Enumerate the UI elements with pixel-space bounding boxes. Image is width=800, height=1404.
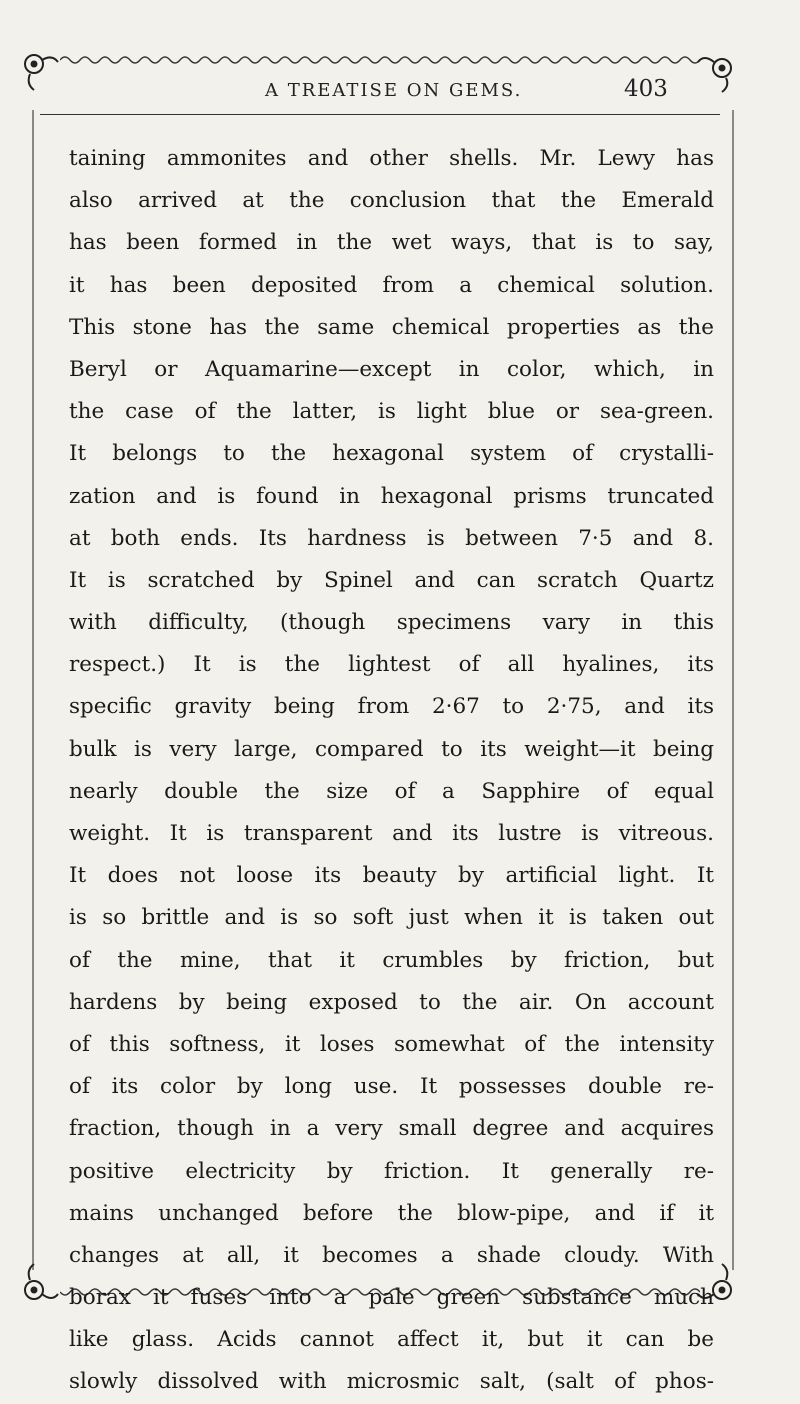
text-line: of the mine, that it crumbles by friction, but: [69, 947, 714, 973]
text-line: taining ammonites and other shells. Mr. Lewy has: [69, 146, 714, 171]
text-line: it has been deposited from a chemical solution.: [69, 272, 714, 298]
top-left-corner-ornament-icon: [20, 50, 60, 94]
left-ornamental-border: [32, 110, 34, 1270]
text-line: also arrived at the conclusion that the Emerald: [69, 188, 714, 214]
text-line: is so brittle and is so soft just when it is taken out: [69, 905, 714, 931]
text-line: zation and is found in hexagonal prisms truncated: [69, 483, 714, 509]
text-line: specific gravity being from 2·67 to 2·75, and its: [69, 694, 714, 720]
top-ornamental-border: [60, 52, 700, 66]
text-line: Beryl or Aquamarine—except in color, which, in: [69, 356, 714, 382]
text-line: slowly dissolved with microsmic salt, (salt of phos-: [69, 1369, 714, 1395]
text-line: positive electricity by friction. It generally re-: [69, 1158, 714, 1184]
text-line: nearly double the size of a Sapphire of equal: [69, 778, 714, 804]
text-line: borax it fuses into a pale green substance much: [69, 1285, 714, 1311]
text-line: It is scratched by Spinel and can scratch Quartz: [69, 567, 714, 593]
text-line: changes at all, it becomes a shade cloudy. With: [69, 1242, 714, 1268]
header-rule: [40, 114, 720, 115]
text-line: at both ends. Its hardness is between 7·5 and 8.: [69, 525, 714, 551]
text-line: has been formed in the wet ways, that is to say,: [69, 230, 714, 256]
right-ornamental-border: [732, 110, 734, 1270]
text-line: of its color by long use. It possesses double re-: [69, 1074, 714, 1100]
text-line: the case of the latter, is light blue or sea-green.: [69, 399, 714, 425]
text-line: respect.) It is the lightest of all hyalines, its: [69, 652, 714, 678]
page-number: 403: [624, 76, 668, 102]
text-line: hardens by being exposed to the air. On account: [69, 989, 714, 1015]
text-line: with difficulty, (though specimens vary in this: [69, 610, 714, 636]
text-line: It does not loose its beauty by artificial light. It: [69, 863, 714, 889]
text-line: This stone has the same chemical properties as the: [69, 314, 714, 340]
text-line: of this softness, it loses somewhat of the intensity: [69, 1031, 714, 1057]
top-right-corner-ornament-icon: [696, 50, 736, 94]
text-line: mains unchanged before the blow-pipe, and if it: [69, 1200, 714, 1226]
bottom-left-corner-ornament-icon: [20, 1262, 60, 1306]
running-title: A TREATISE ON GEMS.: [265, 80, 523, 101]
text-line: fraction, though in a very small degree and acquires: [69, 1116, 714, 1142]
text-line: like glass. Acids cannot affect it, but it can be: [69, 1327, 714, 1353]
text-line: It belongs to the hexagonal system of crystalli-: [69, 441, 714, 467]
text-line: weight. It is transparent and its lustre is vitreous.: [69, 821, 714, 846]
body-paragraph: [69, 138, 714, 1404]
text-line: bulk is very large, compared to its weight—it being: [69, 736, 714, 762]
